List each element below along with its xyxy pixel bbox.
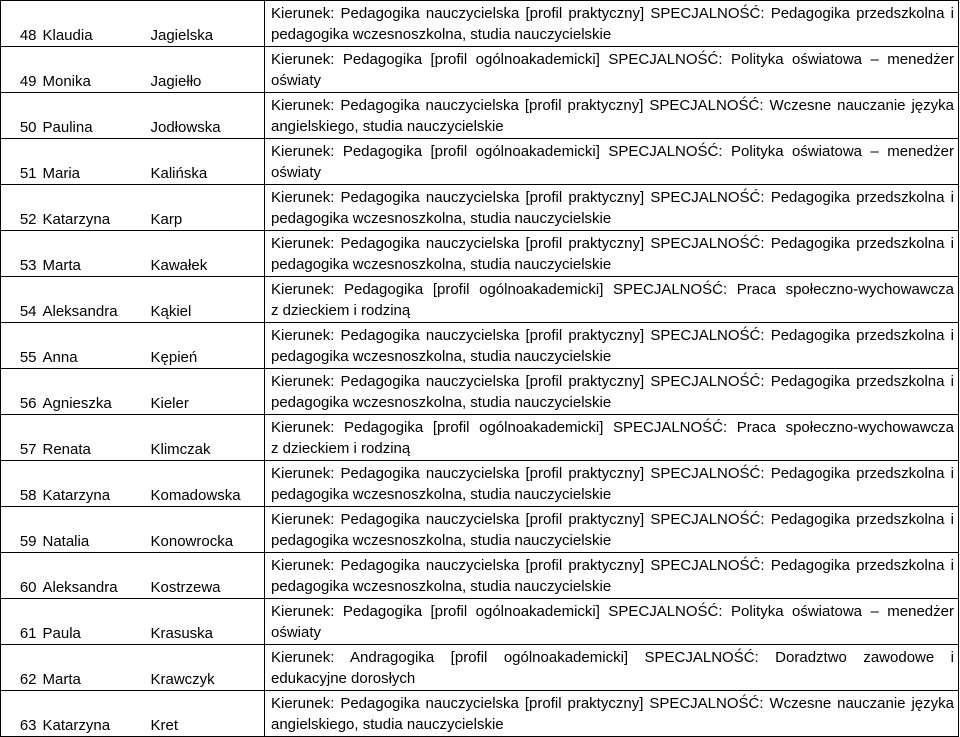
first-name: Aleksandra xyxy=(41,553,145,599)
row-number: 53 xyxy=(1,231,41,277)
table-row xyxy=(1,645,959,691)
table-row xyxy=(1,93,959,139)
program-line-1: Kierunek: Andragogika [profil ogólnoakademicki] SPECJALNOŚĆ: Doradztwo zawodowe i xyxy=(271,648,954,666)
program-line-1: Kierunek: Pedagogika nauczycielska [profil praktyczny] SPECJALNOŚĆ: Pedagogika przedszkolna i xyxy=(271,464,954,482)
last-name: Konowrocka xyxy=(145,507,265,553)
row-number: 52 xyxy=(1,185,41,231)
program-line-2: oświaty xyxy=(271,623,322,641)
program-line-2: edukacyjne dorosłych xyxy=(271,669,416,687)
program-line-1: Kierunek: Pedagogika nauczycielska [profil praktyczny] SPECJALNOŚĆ: Pedagogika przedszkolna i xyxy=(271,188,954,206)
table-row xyxy=(1,369,959,415)
last-name: Jodłowska xyxy=(145,93,265,139)
first-name: Maria xyxy=(41,139,145,185)
row-number: 61 xyxy=(1,599,41,645)
program-line-2: pedagogika wczesnoszkolna, studia nauczycielskie xyxy=(271,393,612,411)
program-line-1: Kierunek: Pedagogika nauczycielska [profil praktyczny] SPECJALNOŚĆ: Wczesne nauczanie języka xyxy=(271,96,954,114)
table-row xyxy=(1,47,959,93)
program-description xyxy=(265,47,959,93)
program-line-2: pedagogika wczesnoszkolna, studia nauczycielskie xyxy=(271,577,612,595)
first-name: Marta xyxy=(41,231,145,277)
table-row xyxy=(1,231,959,277)
program-description xyxy=(265,645,959,691)
row-number: 49 xyxy=(1,47,41,93)
program-line-2: pedagogika wczesnoszkolna, studia nauczycielskie xyxy=(271,209,612,227)
program-line-2: pedagogika wczesnoszkolna, studia nauczycielskie xyxy=(271,347,612,365)
row-number: 50 xyxy=(1,93,41,139)
last-name: Jagiełło xyxy=(145,47,265,93)
first-name: Natalia xyxy=(41,507,145,553)
program-line-1: Kierunek: Pedagogika [profil ogólnoakademicki] SPECJALNOŚĆ: Praca społeczno-wychowawcza xyxy=(271,418,954,436)
program-line-1: Kierunek: Pedagogika nauczycielska [profil praktyczny] SPECJALNOŚĆ: Pedagogika przedszkolna i xyxy=(271,510,954,528)
program-line-2: pedagogika wczesnoszkolna, studia nauczycielskie xyxy=(271,255,612,273)
last-name: Kret xyxy=(145,691,265,737)
table-row xyxy=(1,461,959,507)
program-description xyxy=(265,691,959,737)
first-name: Agnieszka xyxy=(41,369,145,415)
row-number: 59 xyxy=(1,507,41,553)
student-table-body xyxy=(1,1,959,737)
last-name: Krawczyk xyxy=(145,645,265,691)
table-row xyxy=(1,415,959,461)
program-description xyxy=(265,185,959,231)
program-line-1: Kierunek: Pedagogika nauczycielska [profil praktyczny] SPECJALNOŚĆ: Wczesne nauczanie języka xyxy=(271,694,954,712)
program-line-1: Kierunek: Pedagogika [profil ogólnoakademicki] SPECJALNOŚĆ: Polityka oświatowa – menedżer xyxy=(271,50,954,68)
table-row xyxy=(1,323,959,369)
program-line-1: Kierunek: Pedagogika [profil ogólnoakademicki] SPECJALNOŚĆ: Polityka oświatowa – menedżer xyxy=(271,602,954,620)
program-line-2: oświaty xyxy=(271,71,322,89)
row-number: 60 xyxy=(1,553,41,599)
row-number: 58 xyxy=(1,461,41,507)
last-name: Krasuska xyxy=(145,599,265,645)
program-description xyxy=(265,415,959,461)
program-description xyxy=(265,599,959,645)
row-number: 48 xyxy=(1,1,41,47)
row-number: 54 xyxy=(1,277,41,323)
first-name: Aleksandra xyxy=(41,277,145,323)
last-name: Klimczak xyxy=(145,415,265,461)
table-row xyxy=(1,553,959,599)
first-name: Katarzyna xyxy=(41,691,145,737)
first-name: Anna xyxy=(41,323,145,369)
program-description xyxy=(265,139,959,185)
last-name: Kieler xyxy=(145,369,265,415)
program-line-2: pedagogika wczesnoszkolna, studia nauczycielskie xyxy=(271,531,612,549)
first-name: Monika xyxy=(41,47,145,93)
program-description xyxy=(265,369,959,415)
last-name: Kąkiel xyxy=(145,277,265,323)
last-name: Kalińska xyxy=(145,139,265,185)
program-line-2: angielskiego, studia nauczycielskie xyxy=(271,715,504,733)
first-name: Katarzyna xyxy=(41,461,145,507)
row-number: 55 xyxy=(1,323,41,369)
row-number: 63 xyxy=(1,691,41,737)
program-line-1: Kierunek: Pedagogika nauczycielska [profil praktyczny] SPECJALNOŚĆ: Pedagogika przedszkolna i xyxy=(271,4,954,22)
last-name: Kawałek xyxy=(145,231,265,277)
row-number: 51 xyxy=(1,139,41,185)
first-name: Paulina xyxy=(41,93,145,139)
table-row xyxy=(1,185,959,231)
program-line-1: Kierunek: Pedagogika [profil ogólnoakademicki] SPECJALNOŚĆ: Praca społeczno-wychowawcza xyxy=(271,280,954,298)
program-line-1: Kierunek: Pedagogika [profil ogólnoakademicki] SPECJALNOŚĆ: Polityka oświatowa – menedżer xyxy=(271,142,954,160)
program-description xyxy=(265,323,959,369)
program-line-2: angielskiego, studia nauczycielskie xyxy=(271,117,504,135)
program-description xyxy=(265,93,959,139)
table-row xyxy=(1,507,959,553)
program-line-1: Kierunek: Pedagogika nauczycielska [profil praktyczny] SPECJALNOŚĆ: Pedagogika przedszkolna i xyxy=(271,556,954,574)
program-description xyxy=(265,1,959,47)
last-name: Kostrzewa xyxy=(145,553,265,599)
program-description xyxy=(265,553,959,599)
row-number: 62 xyxy=(1,645,41,691)
program-description xyxy=(265,277,959,323)
row-number: 56 xyxy=(1,369,41,415)
last-name: Kępień xyxy=(145,323,265,369)
program-line-2: z dzieckiem i rodziną xyxy=(271,439,411,457)
first-name: Paula xyxy=(41,599,145,645)
first-name: Marta xyxy=(41,645,145,691)
program-line-1: Kierunek: Pedagogika nauczycielska [profil praktyczny] SPECJALNOŚĆ: Pedagogika przedszkolna i xyxy=(271,326,954,344)
first-name: Katarzyna xyxy=(41,185,145,231)
first-name: Renata xyxy=(41,415,145,461)
table-row xyxy=(1,691,959,737)
last-name: Komadowska xyxy=(145,461,265,507)
table-row xyxy=(1,599,959,645)
row-number: 57 xyxy=(1,415,41,461)
table-row xyxy=(1,1,959,47)
table-row xyxy=(1,139,959,185)
last-name: Karp xyxy=(145,185,265,231)
table-row xyxy=(1,277,959,323)
program-line-2: oświaty xyxy=(271,163,322,181)
first-name: Klaudia xyxy=(41,1,145,47)
program-line-1: Kierunek: Pedagogika nauczycielska [profil praktyczny] SPECJALNOŚĆ: Pedagogika przedszkolna i xyxy=(271,234,954,252)
program-line-1: Kierunek: Pedagogika nauczycielska [profil praktyczny] SPECJALNOŚĆ: Pedagogika przedszkolna i xyxy=(271,372,954,390)
program-line-2: z dzieckiem i rodziną xyxy=(271,301,411,319)
program-line-2: pedagogika wczesnoszkolna, studia nauczycielskie xyxy=(271,25,612,43)
program-description xyxy=(265,507,959,553)
program-description xyxy=(265,461,959,507)
program-line-2: pedagogika wczesnoszkolna, studia nauczycielskie xyxy=(271,485,612,503)
program-description xyxy=(265,231,959,277)
last-name: Jagielska xyxy=(145,1,265,47)
